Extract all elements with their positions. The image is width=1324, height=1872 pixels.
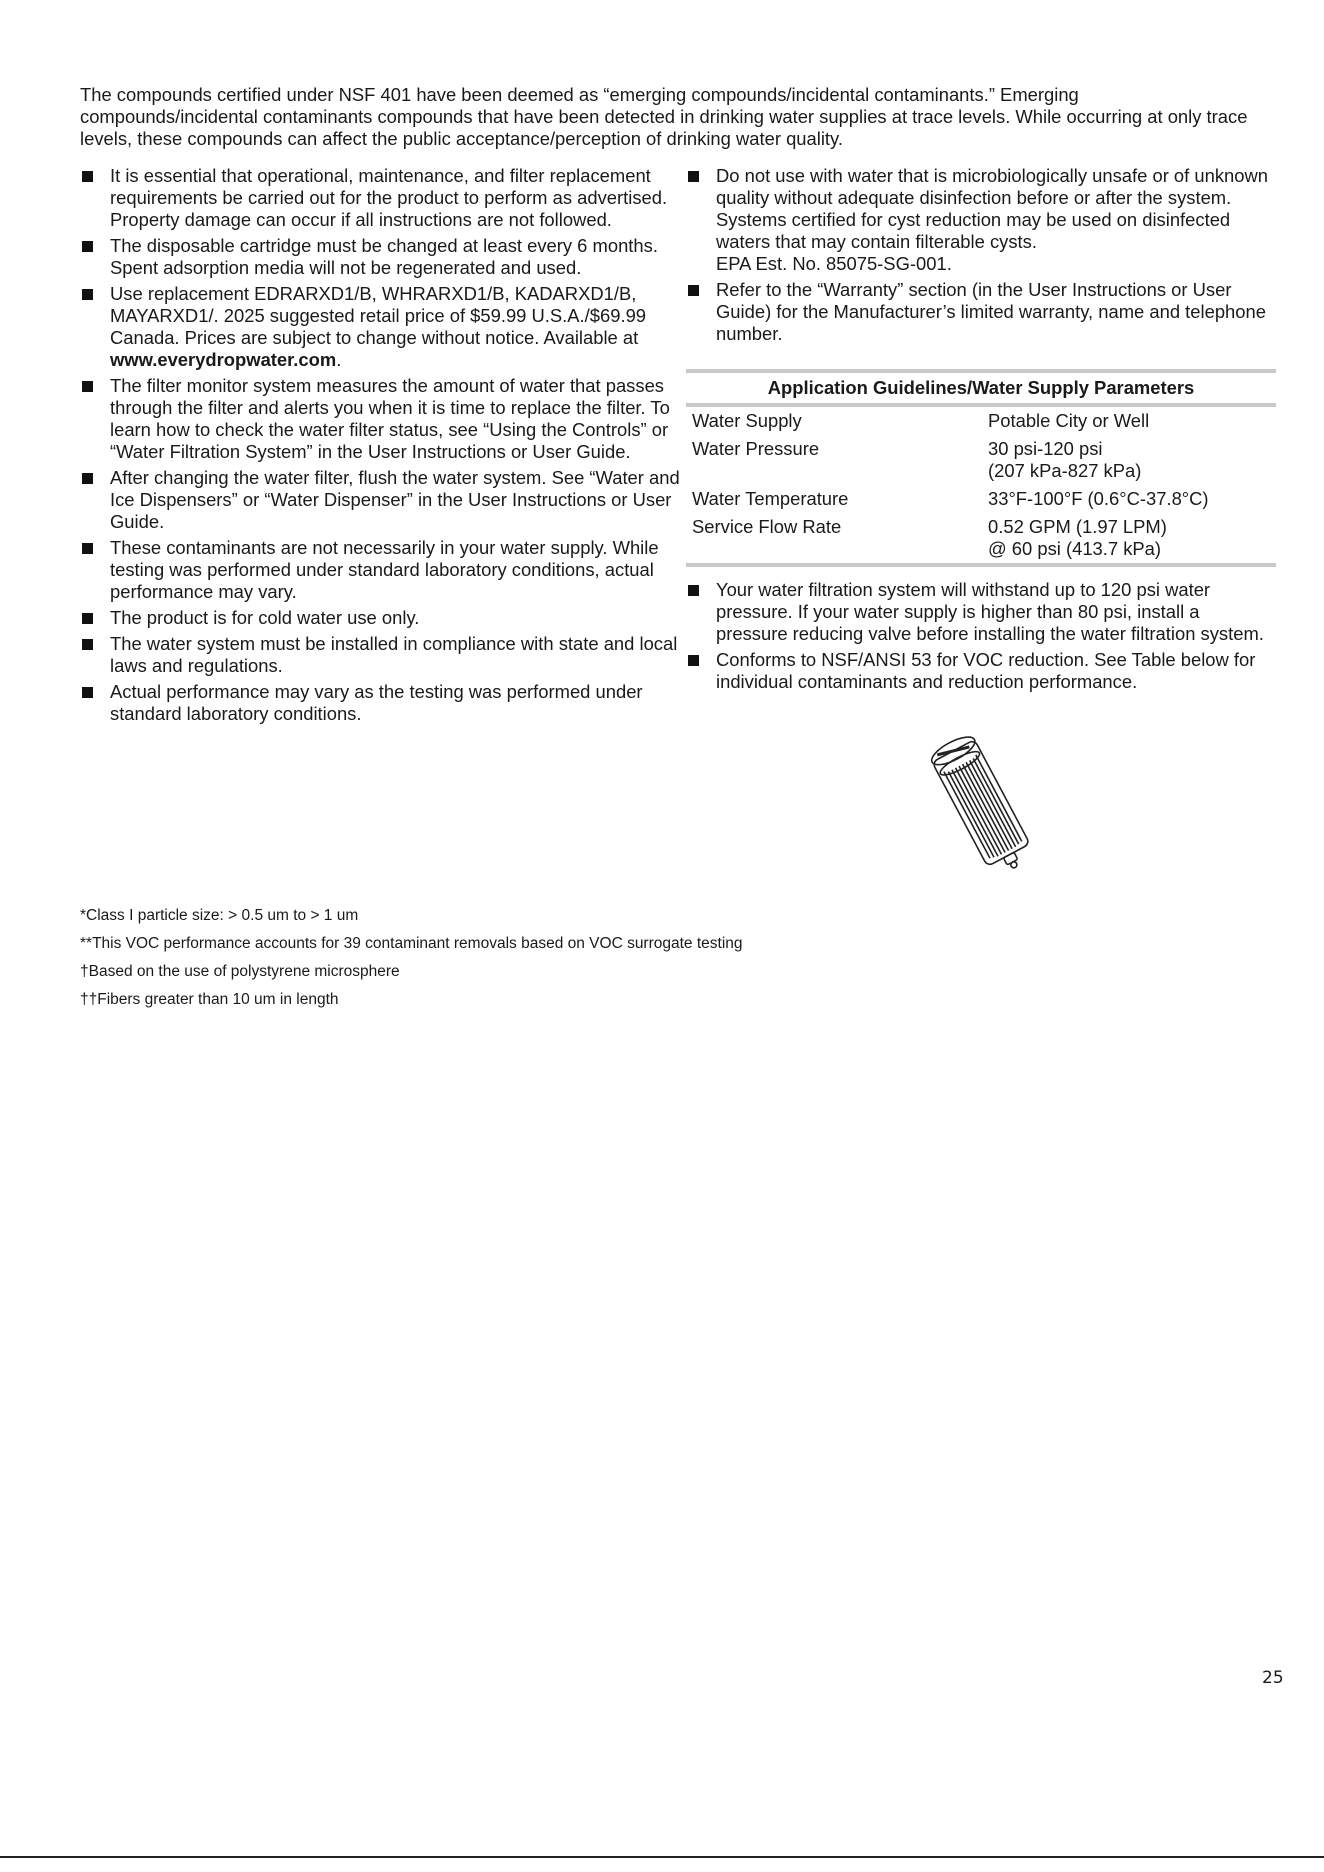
table-row — [686, 407, 1276, 435]
list-item: Your water filtration system will withstand up to 120 psi water pressure. If your water supply is higher than 80 psi, install a pressure reducing valve before installing the water filtration system. — [686, 579, 1276, 645]
right-bullet-list-top — [686, 165, 1276, 345]
row-label: Service Flow Rate — [692, 516, 842, 537]
row-label: Water Temperature — [692, 488, 849, 509]
list-item: Do not use with water that is microbiologically unsafe or of unknown quality without adequate disinfection before or after the system. Systems certified for cyst reduction may be used on disinfected waters that may contain filterable cysts. EPA Est. No. 85075-SG-001. — [686, 165, 1276, 275]
application-guidelines-table — [686, 369, 1276, 567]
bullet-square-icon — [82, 613, 93, 624]
epa-number: EPA Est. No. 85075-SG-001. — [716, 253, 952, 274]
page-number: 25 — [1262, 1668, 1284, 1688]
bullet-square-icon — [688, 171, 699, 182]
footnote: †Based on the use of polystyrene microsphere — [80, 963, 400, 980]
bottom-rule — [0, 1856, 1324, 1858]
right-bullet-list-bottom — [686, 579, 1276, 693]
list-item: The disposable cartridge must be changed at least every 6 months. Spent adsorption media will not be regenerated and used. — [80, 235, 682, 279]
bullet-square-icon — [82, 687, 93, 698]
row-value: Potable City or Well — [988, 410, 1150, 431]
right-column — [686, 165, 1276, 697]
list-item: Refer to the “Warranty” section (in the User Instructions or User Guide) for the Manufacturer’s limited warranty, name and telephone number. — [686, 279, 1276, 345]
bullet-square-icon — [688, 655, 699, 666]
bullet-square-icon — [82, 543, 93, 554]
bullet-square-icon — [82, 639, 93, 650]
bullet-square-icon — [82, 171, 93, 182]
list-item: The water system must be installed in compliance with state and local laws and regulations. — [80, 633, 682, 677]
footnote: **This VOC performance accounts for 39 contaminant removals based on VOC surrogate testing — [80, 935, 743, 952]
row-label: Water Pressure — [692, 438, 820, 459]
footnotes — [80, 906, 980, 1018]
bullet-square-icon — [82, 473, 93, 484]
list-item: After changing the water filter, flush the water system. See “Water and Ice Dispensers” or “Water Dispenser” in the User Instructions or User Guide. — [80, 467, 682, 533]
list-item: These contaminants are not necessarily in your water supply. While testing was performed under standard laboratory conditions, actual performance may vary. — [80, 537, 682, 603]
row-value: 30 psi-120 psi (207 kPa-827 kPa) — [988, 438, 1142, 481]
row-value: 0.52 GPM (1.97 LPM) @ 60 psi (413.7 kPa) — [988, 516, 1167, 559]
list-item: Use replacement EDRARXD1/B, WHRARXD1/B, KADARXD1/B, MAYARXD1/. 2025 suggested retail price of $59.99 U.S.A./$69.99 Canada. Prices are subject to change without notice. Available at www.everydropwater.com. — [80, 283, 682, 371]
bullet-square-icon — [82, 289, 93, 300]
row-value: 33°F-100°F (0.6°C-37.8°C) — [988, 488, 1209, 509]
list-item: Actual performance may vary as the testing was performed under standard laboratory conditions. — [80, 681, 682, 725]
bullet-square-icon — [82, 381, 93, 392]
table-row — [686, 435, 1276, 485]
water-filter-cartridge-icon — [918, 728, 1044, 878]
list-item: Conforms to NSF/ANSI 53 for VOC reduction. See Table below for individual contaminants and reduction performance. — [686, 649, 1276, 693]
footnote: *Class I particle size: > 0.5 um to > 1 um — [80, 907, 359, 924]
list-item: The product is for cold water use only. — [80, 607, 682, 629]
bullet-square-icon — [688, 285, 699, 296]
footnote: ††Fibers greater than 10 um in length — [80, 991, 339, 1008]
bullet-square-icon — [688, 585, 699, 596]
left-bullet-list — [80, 165, 682, 725]
list-item: The filter monitor system measures the amount of water that passes through the filter and alerts you when it is time to replace the filter. To learn how to check the water filter status, see “Using the Controls” or “Water Filtration System” in the User Instructions or User Guide. — [80, 375, 682, 463]
list-item: It is essential that operational, maintenance, and filter replacement requirements be carried out for the product to perform as advertised. Property damage can occur if all instructions are not followed. — [80, 165, 682, 231]
row-label: Water Supply — [692, 410, 802, 431]
table-row — [686, 485, 1276, 513]
left-column — [80, 165, 682, 729]
website-link[interactable]: www.everydropwater.com — [110, 349, 337, 370]
table-title: Application Guidelines/Water Supply Parameters — [686, 373, 1276, 407]
intro-paragraph: The compounds certified under NSF 401 have been deemed as “emerging compounds/incidental contaminants.” Emerging compounds/incidental contaminants compounds that have been detected in drinking water supplies at trace levels. While occurring at only trace levels, these compounds can affect the public acceptance/perception of drinking water quality. — [80, 84, 1248, 149]
bullet-square-icon — [82, 241, 93, 252]
table-row — [686, 513, 1276, 563]
